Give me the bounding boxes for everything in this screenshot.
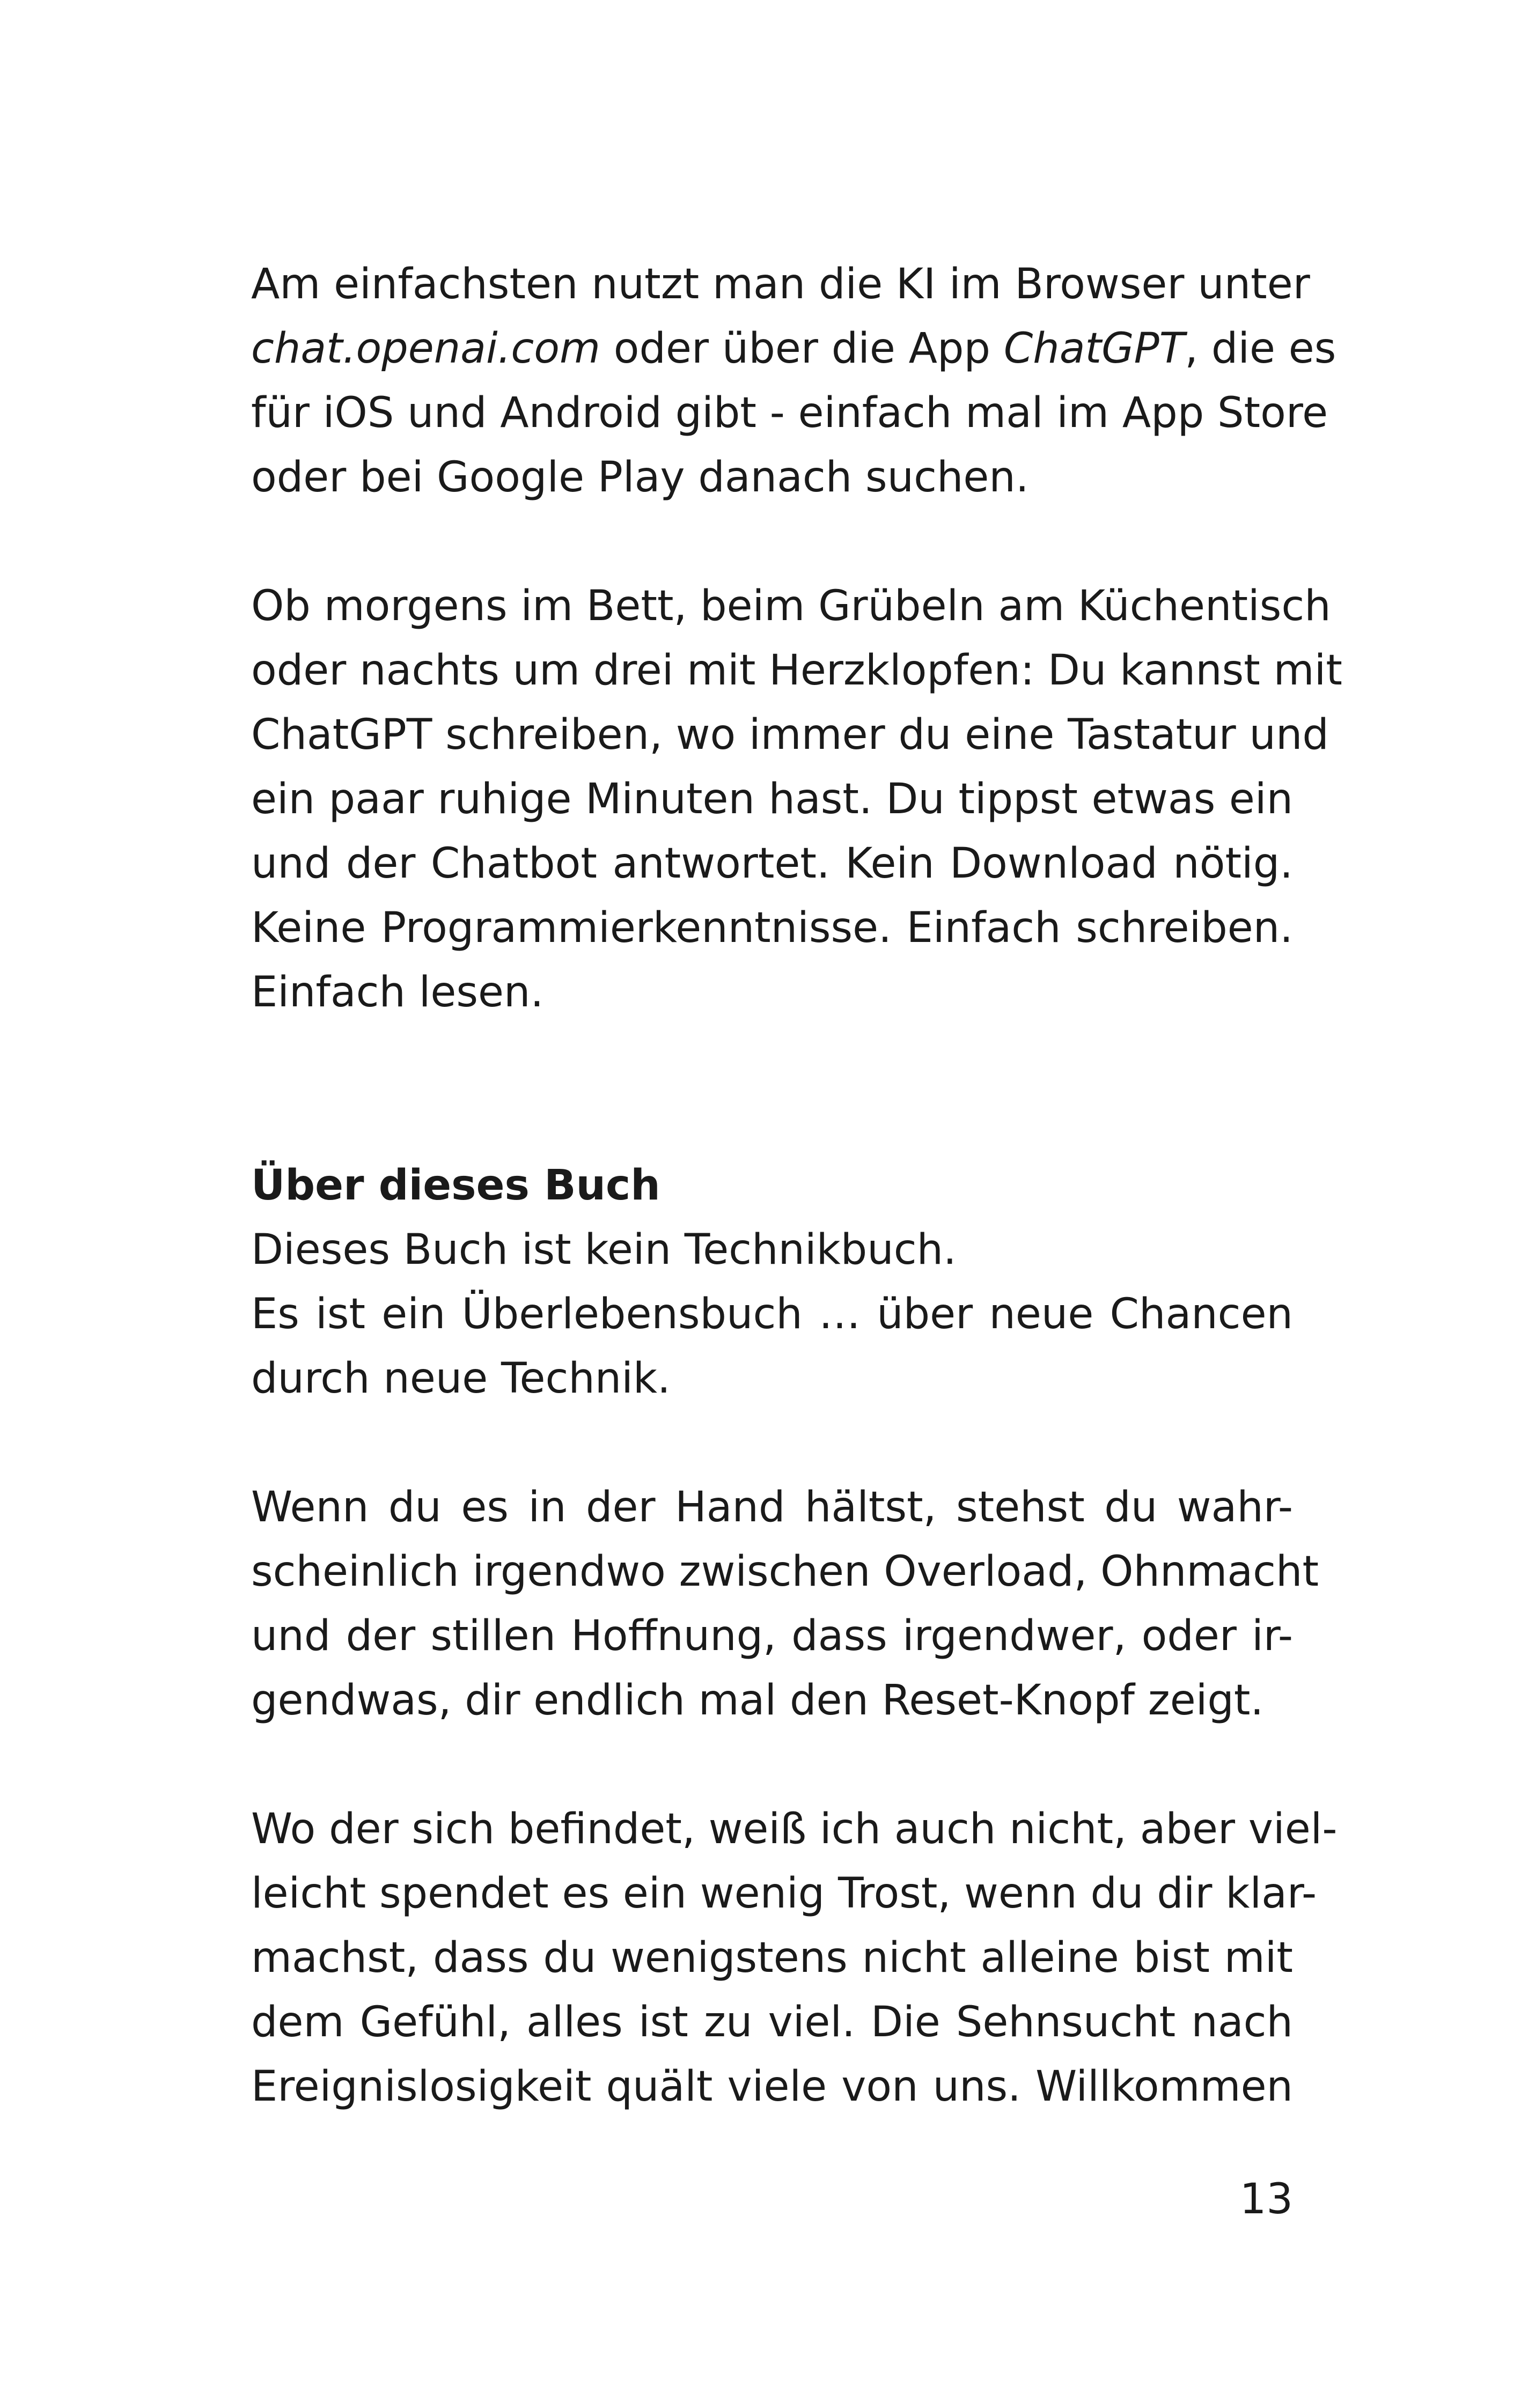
paragraph-reset [251,1797,1338,2119]
text-line: Ereignislosigkeit quält viele von uns. Willkommen [251,2063,1293,2111]
text-line: und der stillen Hoffnung, dass irgendwer, oder ir- [251,1612,1293,1660]
paragraph-overload [251,1475,1319,1733]
text-line: scheinlich irgendwo zwischen Overload, Ohnmacht [251,1548,1319,1596]
book-page-text [251,252,1342,2119]
paragraph-anywhere [251,574,1342,1025]
text-line: Wenn du es in der Hand hältst, stehst du wahr- [251,1483,1293,1531]
text-line: ein paar ruhige Minuten hast. Du tippst etwas ein [251,775,1293,823]
text-line: oder nachts um drei mit Herzklopfen: Du kannst mit [251,646,1342,695]
text-line: Keine Programmierkenntnisse. Einfach schreiben. [251,904,1293,952]
text-line: chat.openai.com oder über die App ChatGPT, die es [251,325,1336,373]
text-line: ChatGPT schreiben, wo immer du eine Tastatur und [251,711,1329,759]
text-line: für iOS und Android gibt - einfach mal im App Store [251,389,1328,437]
text-line: Ob morgens im Bett, beim Grübeln am Küchentisch [251,582,1331,630]
text-line: machst, dass du wenigstens nicht alleine bist mit [251,1934,1293,1982]
text-line: Am einfachsten nutzt man die KI im Browser unter [251,260,1310,308]
app-name-text: ChatGPT [1003,325,1185,373]
page-number: 13 [1239,2175,1293,2223]
section-heading: Über dieses Buch [251,1161,660,1210]
text-line: Dieses Buch ist kein Technikbuch. [251,1226,957,1274]
text-line: oder bei Google Play danach suchen. [251,453,1029,502]
text-line: durch neue Technik. [251,1354,671,1403]
paragraph-browser-access [251,252,1336,510]
text-line: dem Gefühl, alles ist zu viel. Die Sehnsucht nach [251,1998,1293,2046]
text-line: Einfach lesen. [251,968,544,1017]
text-line: gendwas, dir endlich mal den Reset-Knopf zeigt. [251,1676,1264,1725]
text-line: Es ist ein Überlebensbuch … über neue Chancen [251,1290,1293,1338]
text-line: und der Chatbot antwortet. Kein Download nötig. [251,840,1293,888]
url-text: chat.openai.com [251,325,601,373]
paragraph-about-book [251,1218,1293,1411]
text-line: Wo der sich befindet, weiß ich auch nicht, aber viel- [251,1805,1338,1853]
text-line: leicht spendet es ein wenig Trost, wenn du dir klar- [251,1869,1317,1918]
